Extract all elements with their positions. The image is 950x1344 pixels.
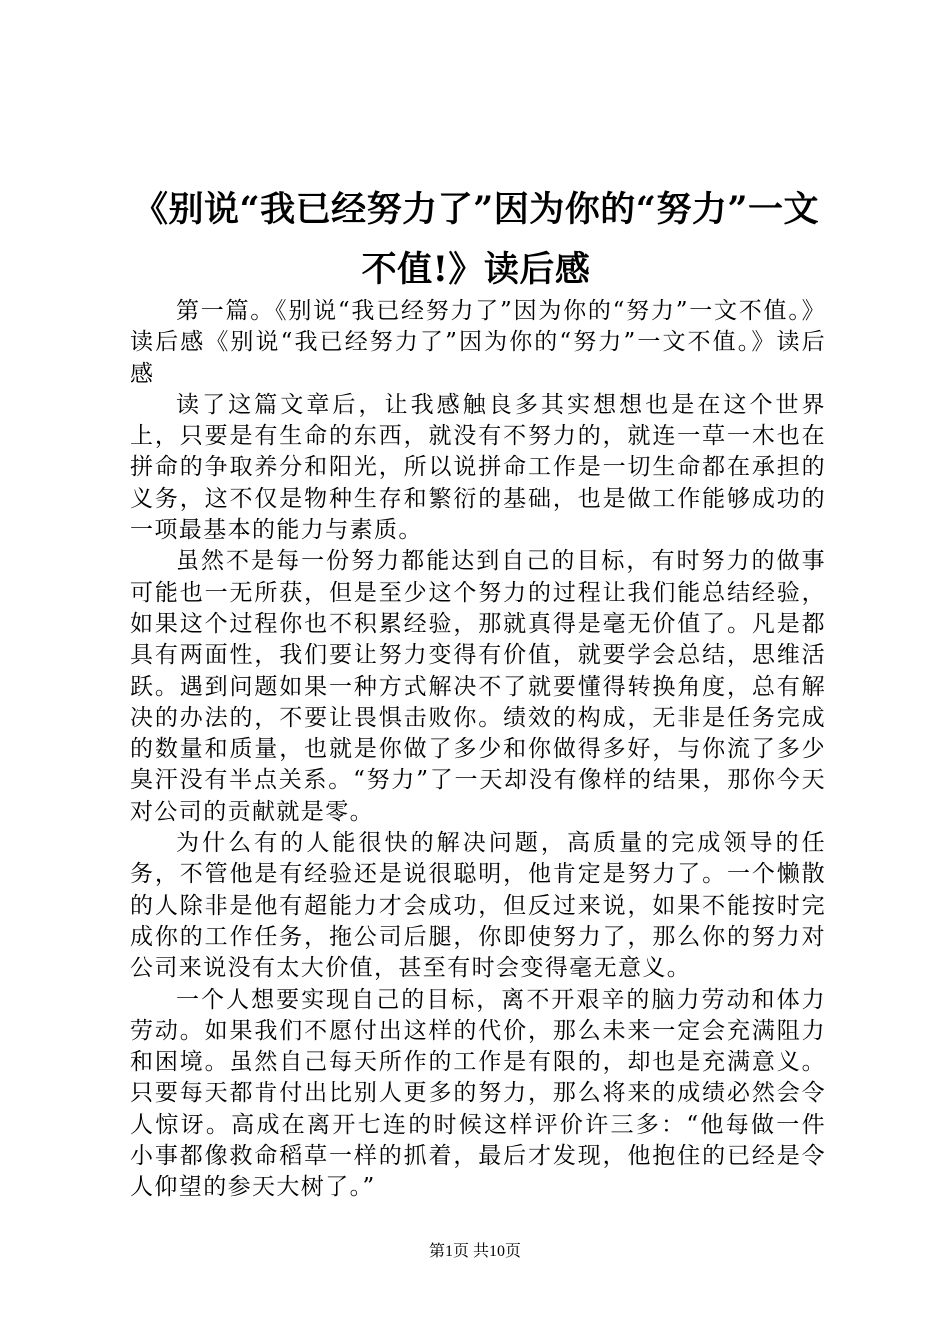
document-body [130,296,826,1204]
paragraph: 读了这篇文章后，让我感触良多其实想想也是在这个世界上，只要是有生命的东西，就没有不努力的，就连一草一木也在拼命的争取养分和阳光，所以说拼命工作是一切生命都在承担的义务，这不仅是物种生存和繁衍的基础，也是做工作能够成功的一项最基本的能力与素质。 [130,391,826,544]
document-title: 《别说“我已经努力了”因为你的“努力”一文不值!》读后感 [132,189,820,290]
paragraph: 虽然不是每一份努力都能达到自己的目标，有时努力的做事可能也一无所获，但是至少这个努力的过程让我们能总结经验，如果这个过程你也不积累经验，那就真得是毫无价值了。凡是都具有两面性，我们要让努力变得有价值，就要学会总结，思维活跃。遇到问题如果一种方式解决不了就要懂得转换角度，总有解决的办法的，不要让畏惧击败你。绩效的构成，无非是任务完成的数量和质量，也就是你做了多少和你做得多好，与你流了多少臭汗没有半点关系。“努力”了一天却没有像样的结果，那你今天对公司的贡献就是零。 [130,548,826,825]
paragraph: 为什么有的人能很快的解决问题，高质量的完成领导的任务，不管他是有经验还是说很聪明，他肯定是努力了。一个懒散的人除非是他有超能力才会成功，但反过来说，如果不能按时完成你的工作任务，拖公司后腿，你即使努力了，那么你的努力对公司来说没有太大价值，甚至有时会变得毫无意义。 [130,830,826,982]
paragraph: 一个人想要实现自己的目标，离不开艰辛的脑力劳动和体力劳动。如果我们不愿付出这样的代价，那么未来一定会充满阻力和困境。虽然自己每天所作的工作是有限的，却也是充满意义。只要每天都肯付出比别人更多的努力，那么将来的成绩必然会令人惊讶。高成在离开七连的时候这样评价许三多：“他每做一件小事都像救命稻草一样的抓着，最后才发现，他抱住的已经是令人仰望的参天大树了。” [130,986,826,1201]
paragraph: 第一篇。《别说“我已经努力了”因为你的“努力”一文不值。》读后感《别说“我已经努力了”因为你的“努力”一文不值。》读后感 [130,298,826,387]
page-footer: 第1页 共10页 [428,1243,521,1260]
